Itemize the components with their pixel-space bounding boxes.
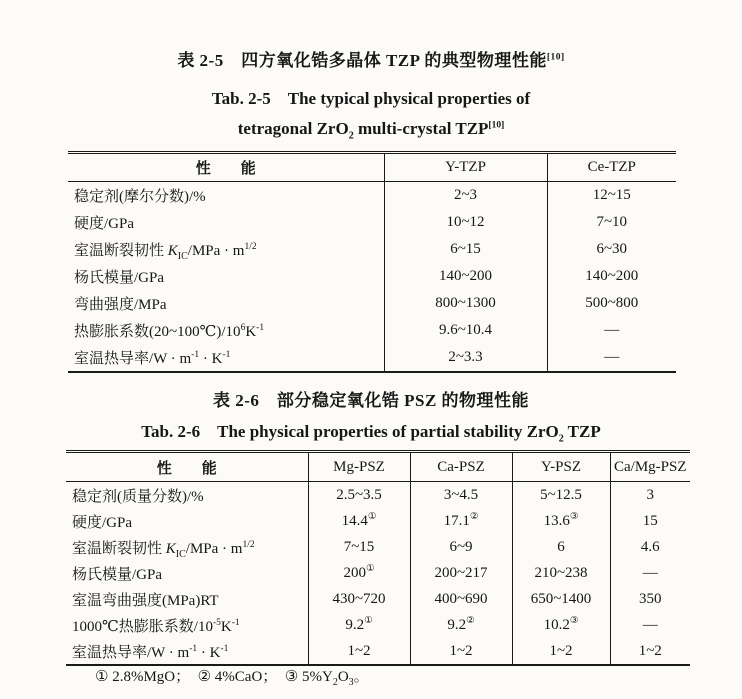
column-header-cetzp: Ce-TZP (547, 153, 676, 182)
value-cell: 9.2② (410, 612, 512, 638)
value-cell: 1~2 (410, 638, 512, 665)
table-row (66, 508, 690, 534)
value-cell: 3~4.5 (410, 482, 512, 509)
table-header-row (66, 452, 690, 482)
value-cell: 800~1300 (384, 290, 547, 317)
table2-title-en: Tab. 2-6 The physical properties of partial stability ZrO$_2$ TZP (141, 422, 601, 445)
property-cell: 室温热导率$/W \cdot m^{-1} \cdot K^{-1}$ (66, 638, 308, 665)
table-row (68, 263, 676, 290)
table-row (66, 612, 690, 638)
table1-title-cn: 表 2-5 四方氧化锆多晶体 TZP 的典型物理性能[10] (177, 51, 565, 70)
table-row (68, 236, 676, 263)
column-header-capsz: Ca-PSZ (410, 452, 512, 482)
value-cell: 10~12 (384, 209, 547, 236)
property-cell: 杨氏模量/GPa (66, 560, 308, 586)
table2-title-cn: 表 2-6 部分稳定氧化锆 PSZ 的物理性能 (212, 391, 530, 410)
table2-footnote: ① 2.8%MgO； ② 4%CaO； ③ $5\%Y_2O_3$。 (95, 669, 369, 688)
value-cell: 12~15 (592, 187, 631, 203)
value-cell: 17.1② (410, 508, 512, 534)
property-cell: 室温热导率$/W \cdot m^{-1} \cdot K^{-1}$ (68, 344, 384, 372)
value-cell: 14.4① (308, 508, 410, 534)
value-cell: 9.2① (308, 612, 410, 638)
value-cell: 13.6③ (512, 508, 610, 534)
value-cell: 6 (512, 534, 610, 560)
table-row (68, 317, 676, 344)
value-cell: 15 (642, 512, 658, 529)
value-cell: 2~3 (384, 182, 547, 210)
value-cell: 3 (646, 486, 654, 503)
table-row (68, 182, 676, 210)
column-header-property: 性 能 (66, 452, 308, 482)
property-cell: 室温弯曲强度(MPa)RT (66, 586, 308, 612)
column-header-mgpsz: Mg-PSZ (308, 452, 410, 482)
table-row (66, 560, 690, 586)
property-cell: 稳定剂(质量分数)/% (66, 482, 308, 509)
tzp-properties-table (68, 151, 676, 373)
value-cell: 1~2 (638, 642, 662, 659)
value-cell: — (642, 616, 658, 633)
psz-properties-table (66, 450, 690, 666)
table-row (66, 586, 690, 612)
value-cell: 6~9 (410, 534, 512, 560)
value-cell: 5~12.5 (512, 482, 610, 509)
value-cell: 6~15 (384, 236, 547, 263)
value-cell: 200~217 (410, 560, 512, 586)
value-cell: 2~3.3 (384, 344, 547, 372)
value-cell: 350 (639, 590, 662, 607)
value-cell: — (604, 349, 620, 365)
table-row (68, 344, 676, 372)
value-cell: 210~238 (512, 560, 610, 586)
property-cell: 室温断裂韧性 $K_{IC}$/MPa · $m^{1/2}$ (66, 534, 308, 560)
table-row (68, 290, 676, 317)
table-row (66, 638, 690, 665)
value-cell: 7~10 (596, 214, 628, 230)
value-cell: 9.6~10.4 (384, 317, 547, 344)
property-cell: 杨氏模量/GPa (68, 263, 384, 290)
table-header-row (68, 153, 676, 182)
property-cell: 稳定剂(摩尔分数)/% (68, 182, 384, 210)
value-cell: 10.2③ (512, 612, 610, 638)
column-header-ypsz: Y-PSZ (512, 452, 610, 482)
value-cell: 140~200 (384, 263, 547, 290)
column-header-camgpsz: Ca/Mg-PSZ (610, 452, 690, 482)
property-cell: 1000℃热膨胀系数$/10^{-5}K^{-1}$ (66, 612, 308, 638)
value-cell: 6~30 (596, 241, 628, 257)
value-cell: 4.6 (640, 538, 660, 555)
property-cell: 室温断裂韧性 $K_{IC}$/MPa · $m^{1/2}$ (68, 236, 384, 263)
property-cell: 弯曲强度/MPa (68, 290, 384, 317)
value-cell: 7~15 (308, 534, 410, 560)
property-cell: 热膨胀系数$(20\sim 100℃)/10^6K^{-1}$ (68, 317, 384, 344)
value-cell: 650~1400 (512, 586, 610, 612)
value-cell: 1~2 (512, 638, 610, 665)
column-header-property: 性 能 (68, 153, 384, 182)
value-cell: 1~2 (308, 638, 410, 665)
property-cell: 硬度/GPa (68, 209, 384, 236)
value-cell: 400~690 (410, 586, 512, 612)
column-header-ytzp: Y-TZP (384, 153, 547, 182)
property-cell: 硬度/GPa (66, 508, 308, 534)
value-cell: 2.5~3.5 (308, 482, 410, 509)
value-cell: 500~800 (585, 295, 639, 311)
table1-title-en-line1: Tab. 2-5 The typical physical properties of (211, 89, 531, 108)
table1-title-en-line2: tetragonal ZrO$_2$ multi-crystal TZP[10] (237, 119, 505, 142)
table-row (66, 534, 690, 560)
table-row (66, 482, 690, 509)
value-cell: 140~200 (585, 268, 639, 284)
value-cell: 200① (308, 560, 410, 586)
table-row (68, 209, 676, 236)
value-cell: 430~720 (308, 586, 410, 612)
value-cell: — (604, 322, 620, 338)
value-cell: — (642, 564, 658, 581)
